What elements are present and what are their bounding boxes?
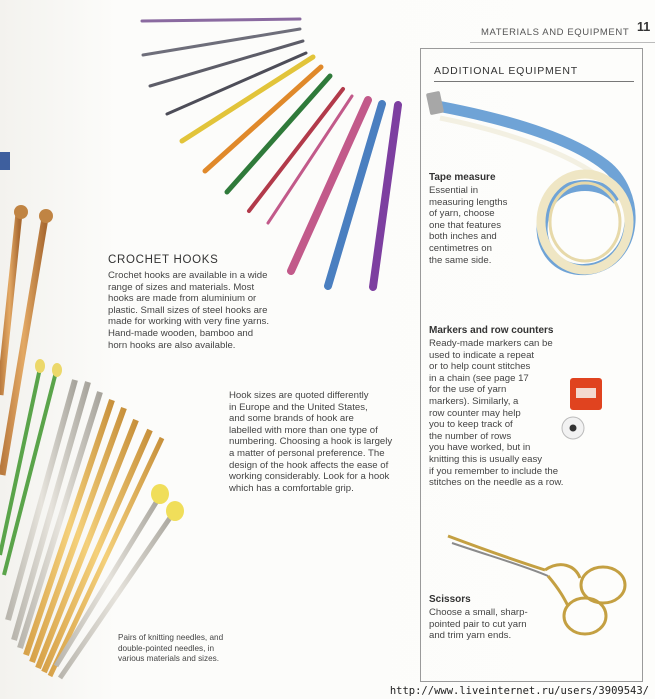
text-line: you have worked, but in <box>429 442 531 454</box>
text-line: which has a comfortable grip. <box>229 482 354 494</box>
text-line: Ready-made markers can be <box>429 338 553 349</box>
text-line: if you remember to include the <box>429 465 559 477</box>
page-number: 11 <box>637 20 651 34</box>
text-line: labelled with more than one type of <box>229 424 378 436</box>
text-line: knitting this is usually easy <box>429 453 543 465</box>
text-line: a matter of personal preference. The <box>229 447 385 459</box>
text-line: in Europe and the United States, <box>229 401 368 413</box>
text-line: pointed pair to cut yarn <box>429 618 527 630</box>
markers-heading: Markers and row counters <box>429 325 554 336</box>
text-line: the number of rows <box>429 430 512 442</box>
text-line: and trim yarn ends. <box>429 630 512 642</box>
text-line: markers). Similarly, a <box>429 395 519 407</box>
crochet-intro-paragraph <box>108 270 269 351</box>
sidebar-title: ADDITIONAL EQUIPMENT <box>434 65 578 77</box>
markers-paragraph <box>429 338 563 489</box>
header-rule <box>470 42 655 43</box>
watermark-url: http://www.liveinternet.ru/users/3909543/ <box>389 685 649 697</box>
text-line: for the use of yarn <box>429 384 507 396</box>
tape-measure-heading: Tape measure <box>429 172 496 183</box>
text-line: both inches and <box>429 231 497 243</box>
text-line: range of sizes and materials. Most <box>108 281 255 293</box>
text-line: Hand-made wooden, bamboo and <box>108 327 254 339</box>
text-line: Pairs of knitting needles, and <box>118 633 224 642</box>
text-line: plastic. Small sizes of steel hooks are <box>108 304 268 316</box>
text-line: row counter may help <box>429 407 521 419</box>
text-line: used to indicate a repeat <box>429 349 535 361</box>
text-line: Hook sizes are quoted differently <box>229 390 369 401</box>
text-line: Choose a small, sharp- <box>429 607 528 618</box>
scissors-heading: Scissors <box>429 594 471 605</box>
text-line: double-pointed needles, in <box>118 643 215 653</box>
crochet-hooks-heading: CROCHET HOOKS <box>108 254 219 266</box>
text-line: stitches on the needle as a row. <box>429 477 564 489</box>
knitting-needles-image <box>0 152 184 678</box>
text-line: and some brands of hook are <box>229 413 354 425</box>
sidebar-rule <box>434 81 634 82</box>
text-line: of yarn, choose <box>429 208 495 220</box>
text-line: one that features <box>429 219 502 231</box>
text-line: various materials and sizes. <box>118 654 220 664</box>
section-title: MATERIALS AND EQUIPMENT <box>481 27 630 38</box>
crochet-hooks-image <box>142 19 398 287</box>
text-line: you to keep track of <box>429 419 513 431</box>
text-line: centimetres on <box>429 242 492 254</box>
text-line: hooks are made from aluminium or <box>108 293 257 305</box>
text-line: Essential in <box>429 185 479 196</box>
text-line: working considerably. Look for a hook <box>229 471 390 483</box>
tape-measure-paragraph <box>429 185 507 266</box>
scissors-paragraph <box>429 607 528 642</box>
text-line: or to help count stitches <box>429 361 531 373</box>
text-line: numbering. Choosing a hook is largely <box>229 436 393 448</box>
text-line: Crochet hooks are available in a wide <box>108 270 268 281</box>
text-line: design of the hook affects the ease of <box>229 459 389 471</box>
hook-sizes-paragraph <box>229 390 392 494</box>
text-line: in a chain (see page 17 <box>429 372 529 384</box>
text-line: the same side. <box>429 254 492 266</box>
text-line: measuring lengths <box>429 196 508 208</box>
text-line: made for working with very fine yarns. <box>108 316 270 328</box>
needles-caption <box>118 633 223 665</box>
text-line: horn hooks are also available. <box>108 339 236 351</box>
